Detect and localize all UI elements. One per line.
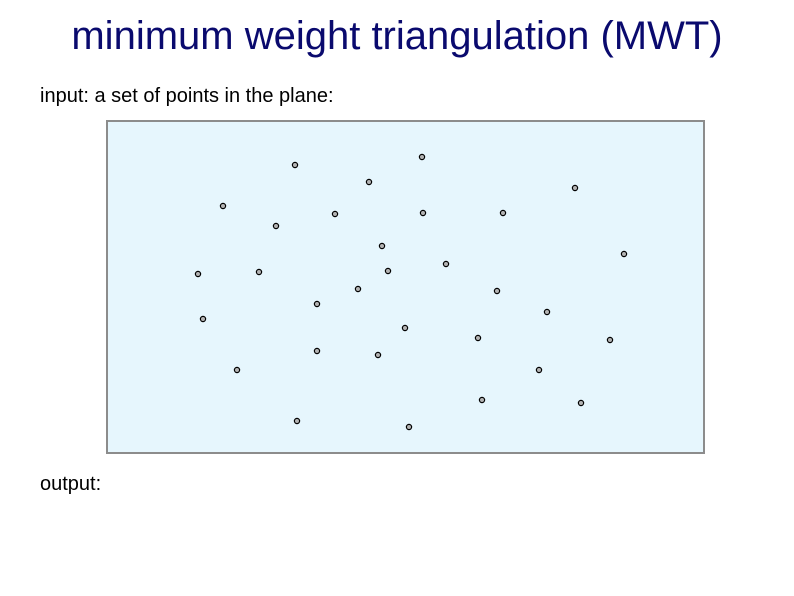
input-label: input: a set of points in the plane: — [40, 85, 334, 107]
output-label: output: — [40, 473, 102, 495]
point-12 — [443, 261, 448, 266]
point-11 — [621, 251, 626, 256]
point-29 — [578, 400, 583, 405]
point-26 — [234, 367, 239, 372]
point-23 — [607, 337, 612, 342]
point-30 — [294, 418, 299, 423]
point-21 — [402, 325, 407, 330]
point-24 — [314, 348, 319, 353]
point-set-panel — [106, 120, 705, 454]
panel-background — [107, 121, 704, 453]
point-5 — [220, 203, 225, 208]
slide-title: minimum weight triangulation (MWT) — [71, 14, 723, 58]
point-9 — [273, 223, 278, 228]
point-31 — [406, 424, 411, 429]
point-15 — [385, 268, 390, 273]
point-18 — [314, 301, 319, 306]
point-17 — [494, 288, 499, 293]
point-16 — [355, 286, 360, 291]
point-19 — [544, 309, 549, 314]
point-8 — [500, 210, 505, 215]
point-10 — [379, 243, 384, 248]
point-6 — [332, 211, 337, 216]
point-set-canvas — [106, 120, 705, 454]
point-28 — [479, 397, 484, 402]
point-25 — [375, 352, 380, 357]
point-1 — [292, 162, 297, 167]
point-4 — [572, 185, 577, 190]
point-14 — [256, 269, 261, 274]
point-2 — [419, 154, 424, 159]
point-27 — [536, 367, 541, 372]
point-7 — [420, 210, 425, 215]
point-20 — [200, 316, 205, 321]
point-13 — [195, 271, 200, 276]
point-3 — [366, 179, 371, 184]
point-22 — [475, 335, 480, 340]
